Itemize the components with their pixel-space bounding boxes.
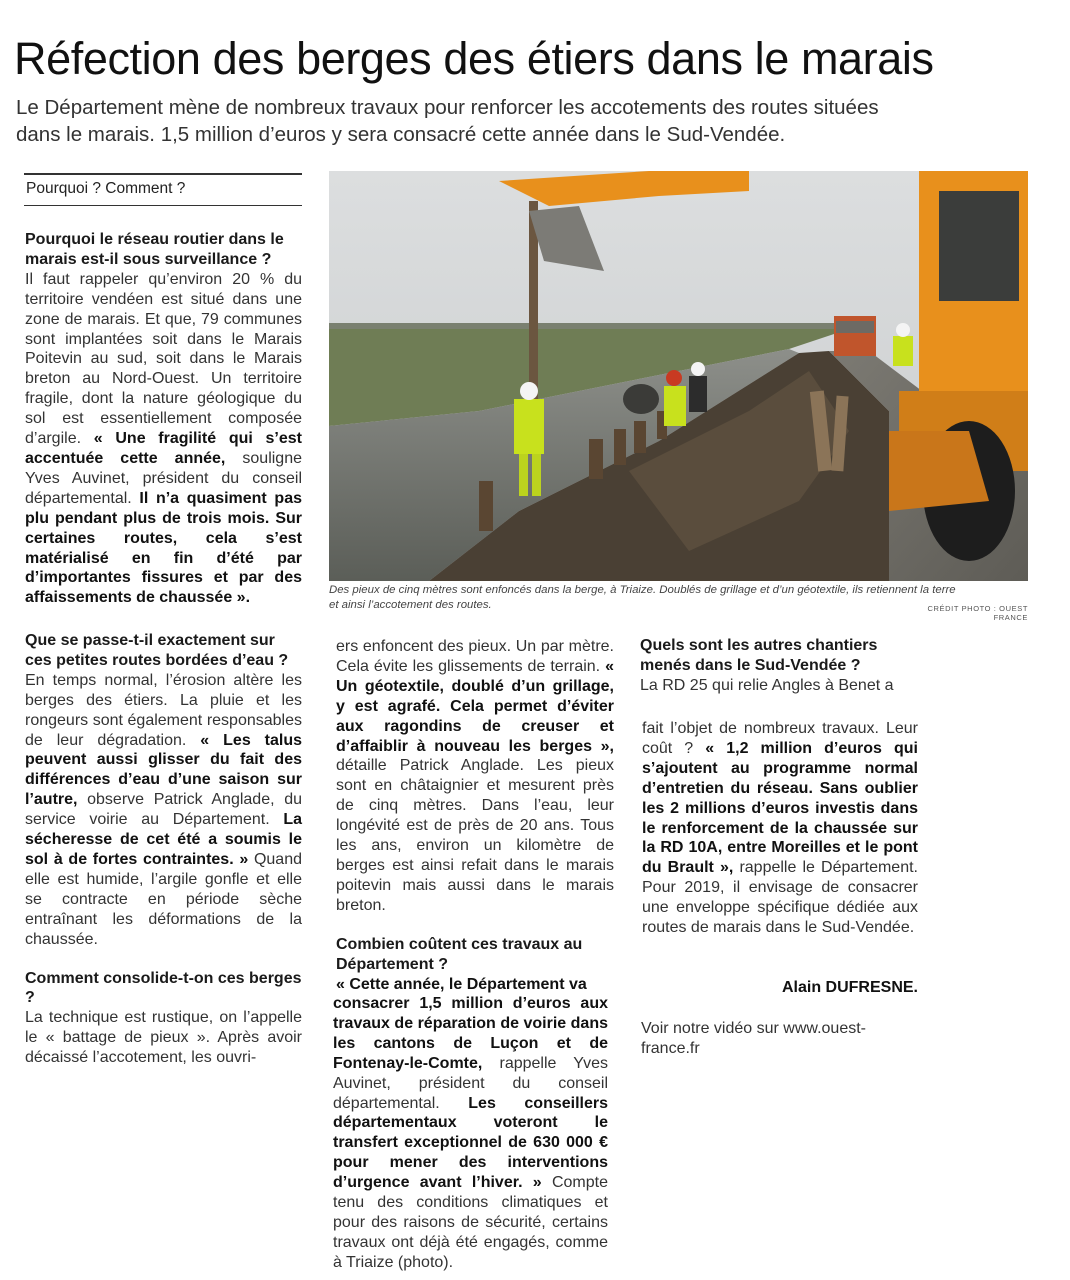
column-2-top: [336, 637, 614, 994]
question-2: Que se passe-t-il exactement sur ces petites routes bordées d’eau ?: [25, 632, 289, 669]
question-3: Comment consolide-t-on ces berges ?: [25, 969, 302, 1007]
caption-line-1: Des pieux de cinq mètres sont enfoncés dans la berge, à Triaize. Doublés de grillage et d’un géotextile, ils retiennent la terre: [329, 584, 956, 596]
answer-3-start: La technique est rustique, on l’appelle le « battage de pieux ». Après avoir décaissé l’accotement, les ouvri-: [25, 1009, 302, 1067]
photo-credit: CRÉDIT PHOTO : OUEST FRANCE: [927, 604, 1028, 622]
column-1-bottom: [25, 631, 302, 1068]
answer-2: [25, 671, 302, 950]
column-3-top: [640, 636, 918, 696]
article-lead: [16, 94, 1016, 148]
article-headline: Réfection des berges des étiers dans le marais: [14, 33, 934, 84]
answer-4-quote: consacrer 1,5 million d’euros aux travaux de réparation de voirie dans les cantons de Luçon et de Fontenay-le-Comte,: [333, 995, 608, 1072]
answer-3-quote: « Un géotextile, doublé d’un grillage, y est agrafé. Cela permet d’éviter aux ragondins de creuser et d’affaiblir à nouveau les berges »,: [336, 657, 614, 755]
video-link-text[interactable]: Voir notre vidéo sur www.ouest-france.fr: [641, 1020, 866, 1057]
answer-1: [25, 270, 302, 608]
rubric-bottom-rule: [24, 205, 302, 206]
rubric-label: Pourquoi ? Comment ?: [26, 180, 186, 197]
answer-2-text-2: Quand elle est humide, l’argile gonfle et elle se contracte en période sèche entraînant les déformations de la chaussée.: [25, 850, 302, 948]
answer-5-start: La RD 25 qui relie Angles à Benet a: [640, 676, 894, 694]
question-1: Pourquoi le réseau routier dans le marais est-il sous surveillance ?: [25, 231, 284, 268]
answer-4-text: Compte tenu des conditions climatiques et pour des raisons de sécurité, certains travaux ont déjà été engagés, comme à Triaize (photo).: [333, 1174, 608, 1271]
column-1-top: [25, 230, 302, 608]
answer-3-text: ers enfoncent des pieux. Un par mètre. Cela évite les glissements de terrain.: [336, 638, 614, 675]
answer-4-continued: [333, 994, 608, 1273]
answer-5-continued: [642, 719, 918, 938]
answer-4-quote-start: « Cette année, le Département va: [336, 975, 587, 993]
answer-4-start: [336, 975, 614, 995]
answer-4-quote-2: Les conseillers départementaux voteront le transfert exceptionnel de 630 000 € pour mener des interventions d’urgence avant l’hiver. »: [333, 1094, 608, 1192]
article-photo: [329, 171, 1028, 581]
answer-3-text-2: détaille Patrick Anglade. Les pieux sont en châtaignier et mesurent près de cinq mètres. Dans l’eau, leur longévité est de près de 20 ans. Tous les ans, environ un kilomètre de berges est ainsi refait dans le marais poitevin mais aussi dans le marais breton.: [336, 757, 614, 914]
answer-5-text-2: rappelle le Département. Pour 2019, il envisage de consacrer une enveloppe spécifique dédiée aux routes de marais dans le Sud-Vendée.: [642, 859, 918, 937]
answer-2-quote-2: La sécheresse de cet été a soumis le sol à de fortes contraintes. »: [25, 811, 302, 868]
rubric-top-rule: [24, 173, 302, 175]
answer-1-quote-2: Il n’a quasiment pas plu pendant plus de trois mois. Sur certaines routes, cela s’est matérialisé en fin d’été par d’importantes fissures et par des affaissements de chaussée ».: [25, 489, 302, 607]
caption-line-2: et ainsi l’accotement des routes.: [329, 599, 492, 611]
spacer: [25, 950, 302, 969]
question-4: Combien coûtent ces travaux au Département ?: [336, 935, 583, 973]
lead-line-1: Le Département mène de nombreux travaux pour renforcer les accotements des routes situées: [16, 96, 879, 119]
column-3-bottom: [642, 719, 918, 938]
answer-1-attribution: souligne Yves Auvinet, président du conseil départemental.: [25, 449, 302, 507]
answer-2-quote: « Les talus peuvent aussi glisser du fait des différences d’eau d’une saison sur l’autre,: [25, 731, 303, 809]
answer-1-text: Il faut rappeler qu’environ 20 % du territoire vendéen est situé dans une zone de marais. Et que, 79 communes sont implantées soit dans le Marais Poitevin au sud, soit dans le Marais breton au Nord-Ouest. Un territoire fragile, dont la nature géologique du sol est essentiellement composée d’argile.: [25, 270, 302, 448]
spacer: [336, 916, 614, 935]
question-5: Quels sont les autres chantiers menés dans le Sud-Vendée ?: [640, 637, 878, 674]
answer-5-text: fait l’objet de nombreux travaux. Leur coût ?: [642, 720, 918, 757]
answer-2-text: En temps normal, l’érosion altère les berges des étiers. La pluie et les rongeurs sont également responsables de leur dégradation.: [25, 671, 302, 749]
answer-2-attribution: observe Patrick Anglade, du service voirie au Département.: [25, 791, 302, 829]
answer-5-quote: « 1,2 million d’euros qui s’ajoutent au programme normal d’entretien du réseau. Sans oublier les 2 millions d’euros investis dans le renforcement de la chaussée sur la RD 10A, entre Moreilles et le pont du Brault »,: [642, 739, 918, 877]
answer-3-continued: [336, 637, 614, 916]
answer-4-attribution: rappelle Yves Auvinet, président du conseil départemental.: [333, 1054, 608, 1112]
column-2-bottom: [333, 994, 608, 1273]
author-signature: Alain DUFRESNE.: [781, 979, 918, 996]
lead-line-2: dans le marais. 1,5 million d’euros y sera consacré cette année dans le Sud-Vendée.: [16, 123, 786, 146]
answer-1-quote: « Une fragilité qui s’est accentuée cette année,: [25, 430, 302, 467]
